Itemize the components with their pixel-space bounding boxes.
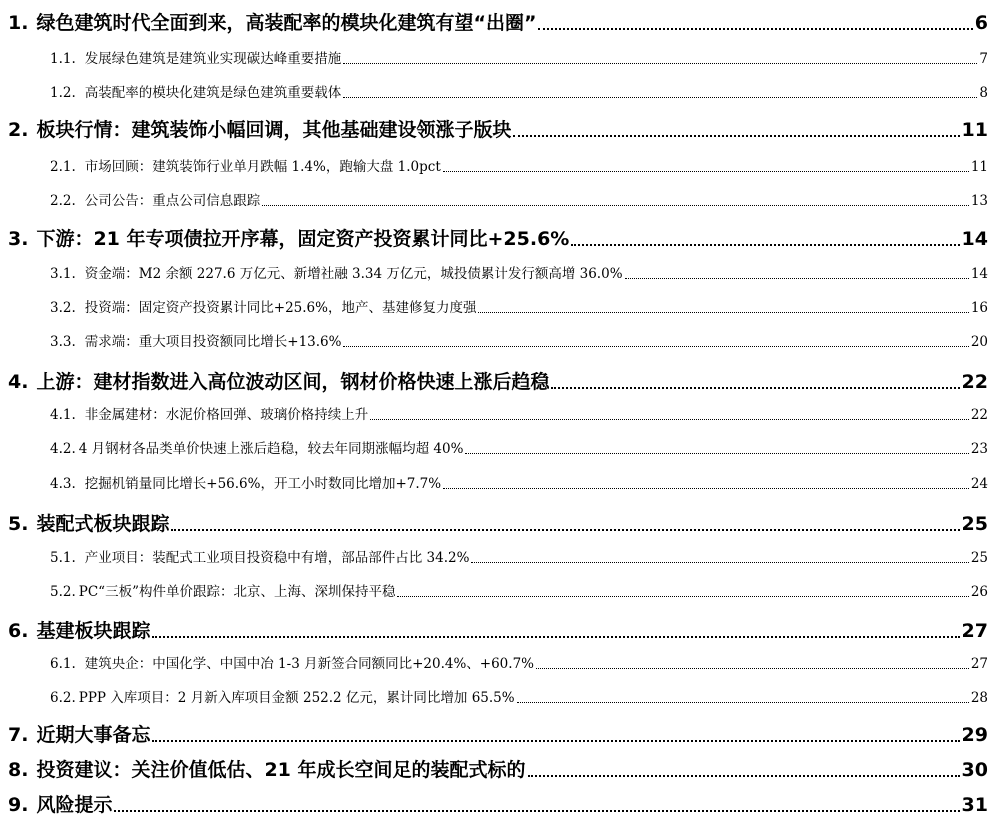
toc-subsection-entry[interactable] <box>50 652 988 676</box>
toc-entry-number: 6.2. <box>50 690 76 706</box>
toc-page-number: 6 <box>974 12 988 34</box>
toc-section-entry[interactable] <box>8 115 988 145</box>
toc-subsection-entry[interactable] <box>50 472 988 496</box>
toc-page-number: 27 <box>961 620 988 642</box>
toc-dot-leader <box>343 62 977 64</box>
toc-section-entry[interactable] <box>8 224 988 254</box>
toc-subsection-entry[interactable] <box>50 437 988 461</box>
toc-entry-number: 2.1. <box>50 159 76 175</box>
toc-page-number: 31 <box>961 794 988 816</box>
toc-subsection-entry[interactable] <box>50 546 988 570</box>
toc-entry-title: 板块行情：建筑装饰小幅回调，其他基础建设领涨子版块 <box>36 119 512 141</box>
toc-entry-number: 5.1. <box>50 550 76 566</box>
toc-dot-leader <box>114 809 959 812</box>
toc-entry-title: 高装配率的模块化建筑是绿色建筑重要载体 <box>84 85 342 101</box>
toc-page-number: 23 <box>970 441 988 457</box>
toc-entry-title: 投资建议：关注价值低估、21 年成长空间足的装配式标的 <box>36 759 526 781</box>
toc-entry-title: PPP 入库项目：2 月新入库项目金额 252.2 亿元，累计同比增加 65.5% <box>78 690 515 706</box>
toc-section-entry[interactable] <box>8 616 988 646</box>
toc-dot-leader <box>152 635 959 638</box>
toc-page-number: 27 <box>970 656 988 672</box>
toc-entry-number: 3.2. <box>50 300 76 316</box>
toc-page-number: 29 <box>961 724 988 746</box>
toc-page-number: 11 <box>961 119 988 141</box>
toc-entry-title: PC“三板”构件单价跟踪：北京、上海、深圳保持平稳 <box>78 584 396 600</box>
toc-entry-number: 4.2. <box>50 441 76 457</box>
toc-entry-title: 绿色建筑时代全面到来，高装配率的模块化建筑有望“出圈” <box>36 12 537 34</box>
toc-entry-title: 挖掘机销量同比增长+56.6%，开工小时数同比增加+7.7% <box>84 476 442 492</box>
toc-page-number: 25 <box>970 550 988 566</box>
toc-dot-leader <box>343 345 968 347</box>
toc-section-entry[interactable] <box>8 755 988 785</box>
toc-entry-title: 4 月钢材各品类单价快速上涨后趋稳，较去年同期涨幅均超 40% <box>78 441 464 457</box>
toc-section-entry[interactable] <box>8 8 988 38</box>
toc-section-entry[interactable] <box>8 790 988 820</box>
toc-subsection-entry[interactable] <box>50 81 988 105</box>
toc-entry-number: 7. <box>8 724 29 746</box>
toc-dot-leader <box>465 452 968 454</box>
toc-dot-leader <box>551 386 959 389</box>
toc-dot-leader <box>152 739 959 742</box>
toc-entry-number: 5. <box>8 513 29 535</box>
toc-entry-number: 1. <box>8 12 29 34</box>
toc-section-entry[interactable] <box>8 509 988 539</box>
toc-entry-title: 投资端：固定资产投资累计同比+25.6%，地产、基建修复力度强 <box>84 300 477 316</box>
toc-dot-leader <box>262 204 969 206</box>
toc-page-number: 22 <box>970 407 988 423</box>
toc-entry-number: 4. <box>8 371 29 393</box>
toc-entry-number: 3. <box>8 228 29 250</box>
toc-entry-number: 3.1. <box>50 266 76 282</box>
toc-entry-number: 2. <box>8 119 29 141</box>
toc-subsection-entry[interactable] <box>50 47 988 71</box>
toc-entry-title: 公司公告：重点公司信息跟踪 <box>84 193 261 209</box>
toc-entry-number: 1.2. <box>50 85 76 101</box>
toc-dot-leader <box>478 311 968 313</box>
toc-dot-leader <box>571 243 959 246</box>
toc-entry-number: 6. <box>8 620 29 642</box>
toc-subsection-entry[interactable] <box>50 296 988 320</box>
toc-page-number: 14 <box>961 228 988 250</box>
toc-page-number: 14 <box>970 266 988 282</box>
toc-entry-number: 6.1. <box>50 656 76 672</box>
toc-page-number: 16 <box>970 300 988 316</box>
toc-page-number: 30 <box>961 759 988 781</box>
toc-page-number: 22 <box>961 371 988 393</box>
toc-entry-title: 资金端：M2 余额 227.6 万亿元、新增社融 3.34 万亿元，城投债累计发行额高增 36.0% <box>84 266 623 282</box>
toc-page-number: 8 <box>979 85 988 101</box>
toc-page-number: 25 <box>961 513 988 535</box>
toc-entry-title: 建筑央企：中国化学、中国中冶 1-3 月新签合同额同比+20.4%、+60.7% <box>84 656 534 672</box>
toc-entry-number: 3.3. <box>50 334 76 350</box>
toc-subsection-entry[interactable] <box>50 262 988 286</box>
toc-entry-title: 近期大事备忘 <box>36 724 151 746</box>
toc-page-number: 7 <box>979 51 988 67</box>
toc-page-number: 28 <box>970 690 988 706</box>
toc-entry-title: 风险提示 <box>36 794 113 816</box>
toc-entry-title: 需求端：重大项目投资额同比增长+13.6% <box>84 334 342 350</box>
toc-dot-leader <box>343 96 977 98</box>
toc-entry-number: 5.2. <box>50 584 76 600</box>
toc-dot-leader <box>397 595 968 597</box>
toc-entry-title: 市场回顾：建筑装饰行业单月跌幅 1.4%，跑输大盘 1.0pct <box>84 159 441 175</box>
toc-subsection-entry[interactable] <box>50 330 988 354</box>
toc-entry-title: 非金属建材：水泥价格回弹、玻璃价格持续上升 <box>84 407 369 423</box>
toc-dot-leader <box>528 774 960 777</box>
toc-dot-leader <box>443 170 969 172</box>
toc-dot-leader <box>536 667 969 669</box>
toc-entry-title: 装配式板块跟踪 <box>36 513 170 535</box>
toc-page-number: 11 <box>970 159 988 175</box>
toc-subsection-entry[interactable] <box>50 580 988 604</box>
toc-entry-number: 1.1. <box>50 51 76 67</box>
toc-entry-number: 4.1. <box>50 407 76 423</box>
toc-entry-title: 产业项目：装配式工业项目投资稳中有增，部品部件占比 34.2% <box>84 550 470 566</box>
toc-entry-title: 发展绿色建筑是建筑业实现碳达峰重要措施 <box>84 51 342 67</box>
toc-dot-leader <box>370 418 969 420</box>
toc-entry-title: 基建板块跟踪 <box>36 620 151 642</box>
toc-page-number: 13 <box>970 193 988 209</box>
toc-dot-leader <box>171 528 959 531</box>
toc-dot-leader <box>443 487 969 489</box>
toc-entry-number: 4.3. <box>50 476 76 492</box>
toc-section-entry[interactable] <box>8 720 988 750</box>
toc-dot-leader <box>513 134 959 137</box>
toc-entry-number: 9. <box>8 794 29 816</box>
toc-subsection-entry[interactable] <box>50 189 988 213</box>
toc-dot-leader <box>625 277 969 279</box>
toc-dot-leader <box>538 27 972 30</box>
toc-subsection-entry[interactable] <box>50 686 988 710</box>
toc-entry-title: 下游：21 年专项债拉开序幕，固定资产投资累计同比+25.6% <box>36 228 570 250</box>
toc-page-number: 24 <box>970 476 988 492</box>
toc-page-number: 26 <box>970 584 988 600</box>
toc-dot-leader <box>517 701 969 703</box>
toc-entry-number: 8. <box>8 759 29 781</box>
toc-subsection-entry[interactable] <box>50 403 988 427</box>
toc-section-entry[interactable] <box>8 367 988 397</box>
toc-dot-leader <box>471 561 968 563</box>
toc-entry-number: 2.2. <box>50 193 76 209</box>
toc-entry-title: 上游：建材指数进入高位波动区间，钢材价格快速上涨后趋稳 <box>36 371 550 393</box>
toc-page-number: 20 <box>970 334 988 350</box>
toc-subsection-entry[interactable] <box>50 155 988 179</box>
